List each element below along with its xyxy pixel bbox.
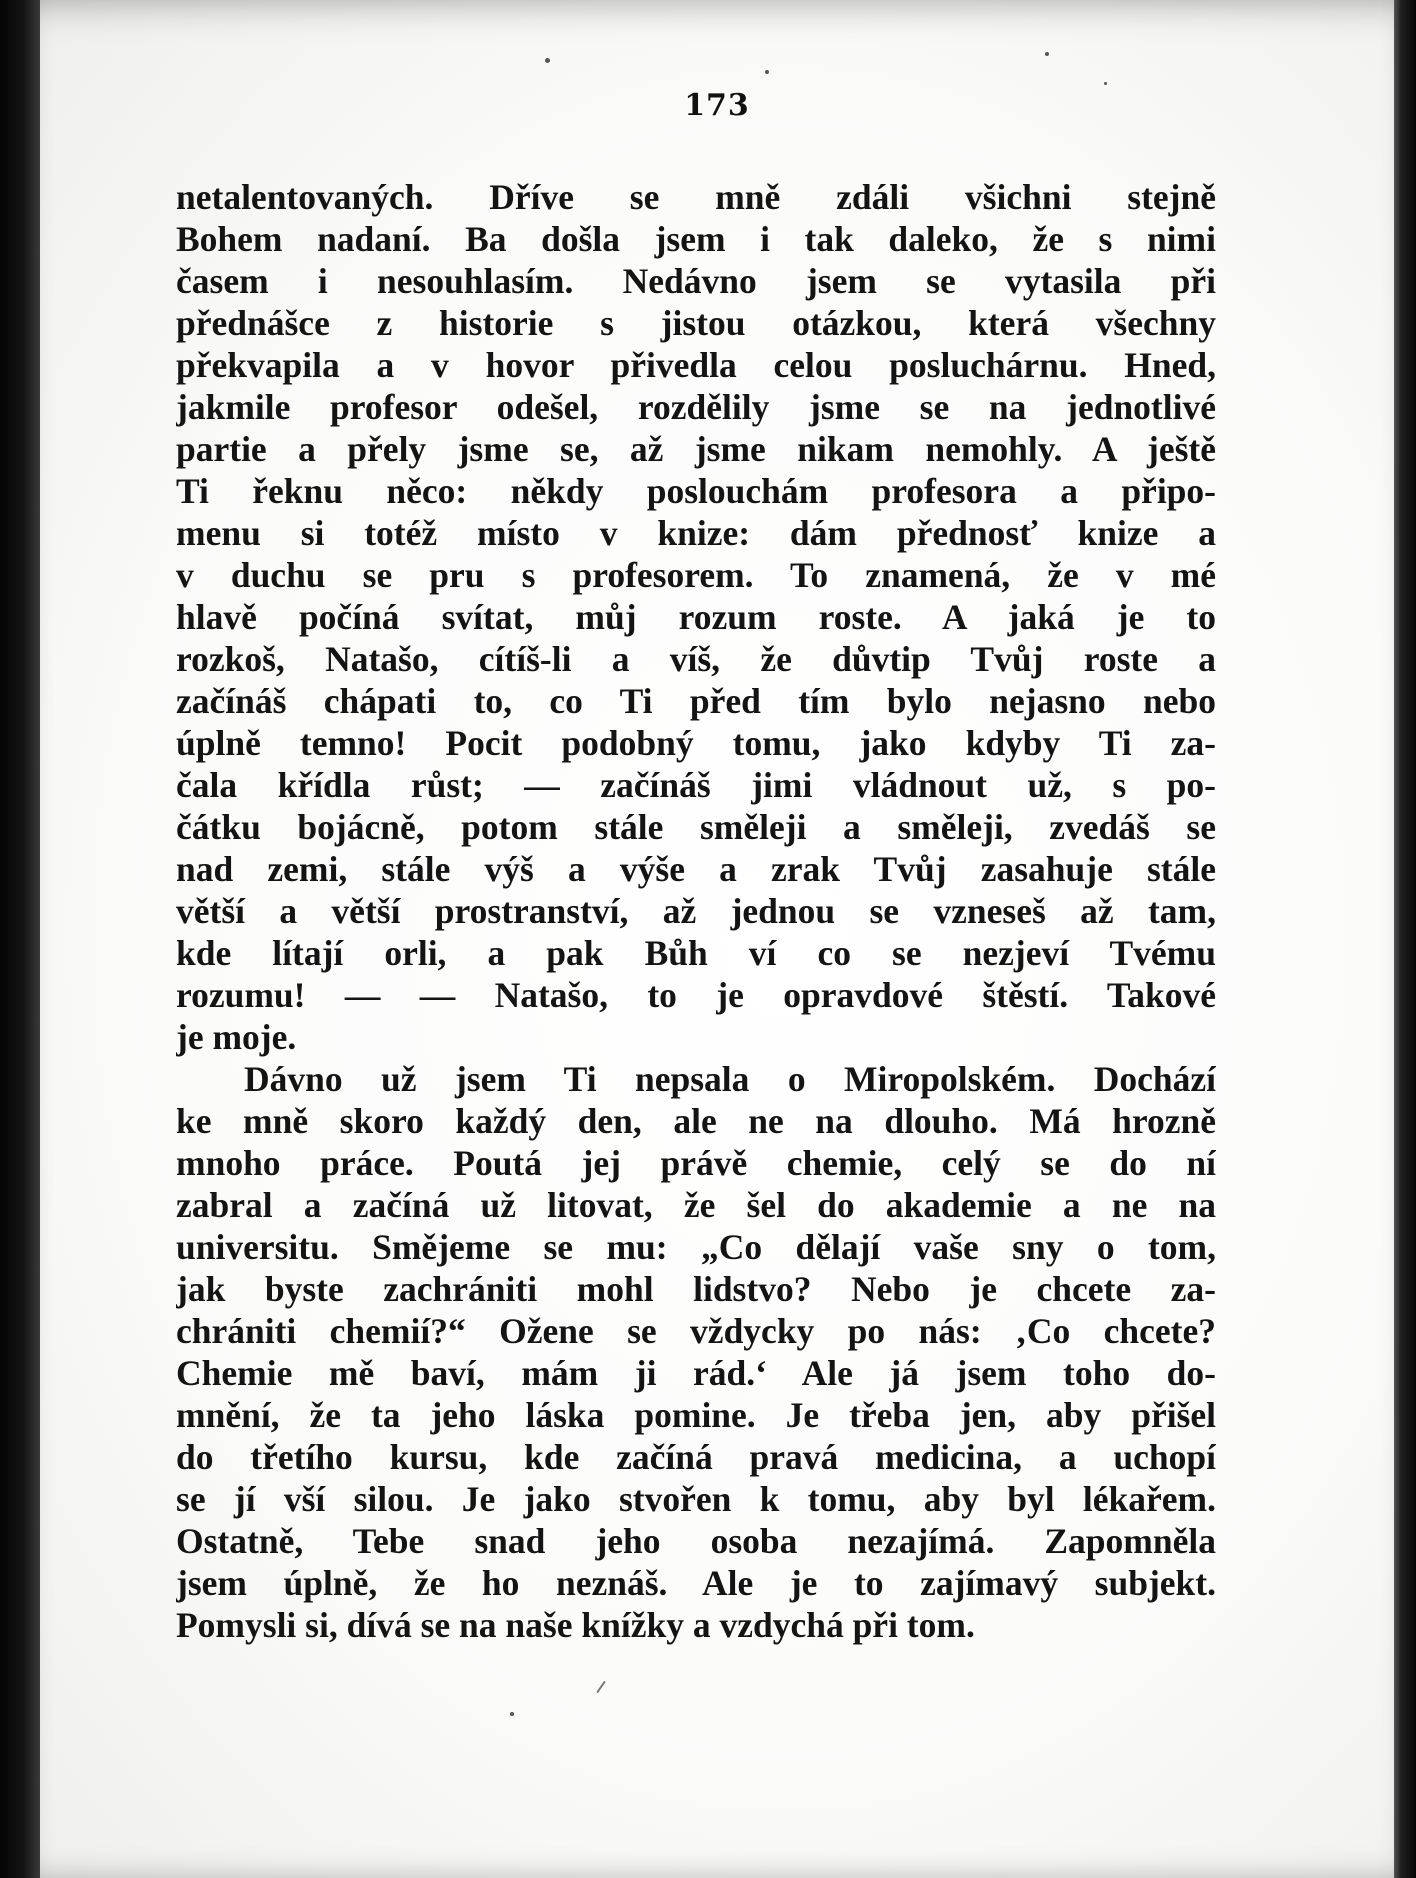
scan-speck xyxy=(545,58,550,63)
text-line: v duchu se pru s profesorem. To znamená, že v mé xyxy=(176,555,1216,595)
text-line: do třetího kursu, kde začíná pravá medicina, a uchopí xyxy=(176,1437,1216,1477)
text-line: rozkoš, Natašo, cítíš-li a víš, že důvtip Tvůj roste a xyxy=(176,639,1216,679)
text-line: Ostatně, Tebe snad jeho osoba nezajímá. Zapomněla xyxy=(176,1521,1216,1561)
text-line: kde lítají orli, a pak Bůh ví co se nezjeví Tvému xyxy=(176,933,1216,973)
text-line: čala křídla růst; — začínáš jimi vládnout už, s po- xyxy=(176,765,1216,805)
text-line: Ti řeknu něco: někdy poslouchám profesora a připo- xyxy=(176,471,1216,511)
text-line: přednášce z historie s jistou otázkou, která všechny xyxy=(176,303,1216,343)
text-line: mnoho práce. Poutá jej právě chemie, celý se do ní xyxy=(176,1143,1216,1183)
text-line: časem i nesouhlasím. Nedávno jsem se vytasila při xyxy=(176,261,1216,301)
text-line: mnění, že ta jeho láska pomine. Je třeba jen, aby přišel xyxy=(176,1395,1216,1435)
text-line: partie a přely jsme se, až jsme nikam nemohly. A ještě xyxy=(176,429,1216,469)
text-line: Dávno už jsem Ti nepsala o Miropolském. Dochází xyxy=(244,1059,1216,1099)
text-line: hlavě počíná svítat, můj rozum roste. A jaká je to xyxy=(176,597,1216,637)
text-line: větší a větší prostranství, až jednou se vzneseš až tam, xyxy=(176,891,1216,931)
text-line: jsem úplně, že ho neznáš. Ale je to zajímavý subjekt. xyxy=(176,1563,1216,1603)
text-line: jakmile profesor odešel, rozdělily jsme se na jednotlivé xyxy=(176,387,1216,427)
scan-speck xyxy=(510,1712,514,1716)
text-line: netalentovaných. Dříve se mně zdáli všichni stejně xyxy=(176,177,1216,217)
text-line: Pomysli si, dívá se na naše knížky a vzdychá při tom. xyxy=(176,1605,975,1645)
text-line: Chemie mě baví, mám ji rád.‘ Ale já jsem toho do- xyxy=(176,1353,1216,1393)
text-line: čátku bojácně, potom stále směleji a směleji, zvedáš se xyxy=(176,807,1216,847)
scan-right-edge xyxy=(1394,0,1416,1878)
text-line: úplně temno! Pocit podobný tomu, jako kdyby Ti za- xyxy=(176,723,1216,763)
text-line: jak byste zachrániti mohl lidstvo? Nebo je chcete za- xyxy=(176,1269,1216,1309)
text-line: překvapila a v hovor přivedla celou posluchárnu. Hned, xyxy=(176,345,1216,385)
scan-left-edge xyxy=(0,0,40,1878)
text-line: menu si totéž místo v knize: dám přednosť knize a xyxy=(176,513,1216,553)
scan-speck xyxy=(596,1681,606,1694)
text-line: se jí vší silou. Je jako stvořen k tomu, aby byl lékařem. xyxy=(176,1479,1216,1519)
text-line: Bohem nadaní. Ba došla jsem i tak daleko, že s nimi xyxy=(176,219,1216,259)
body-text xyxy=(176,176,1216,1646)
text-line: universitu. Smějeme se mu: „Co dělají vaše sny o tom, xyxy=(176,1227,1216,1267)
text-line: ke mně skoro každý den, ale ne na dlouho. Má hrozně xyxy=(176,1101,1216,1141)
scan-speck xyxy=(1045,52,1049,56)
text-line: zabral a začíná už litovat, že šel do akademie a ne na xyxy=(176,1185,1216,1225)
text-line: začínáš chápati to, co Ti před tím bylo nejasno nebo xyxy=(176,681,1216,721)
text-line: nad zemi, stále výš a výše a zrak Tvůj zasahuje stále xyxy=(176,849,1216,889)
text-line: rozumu! — — Natašo, to je opravdové štěstí. Takové xyxy=(176,975,1216,1015)
scan-speck xyxy=(1104,82,1107,85)
page-number: 173 xyxy=(684,88,750,123)
text-line: chrániti chemií?“ Ožene se vždycky po nás: ‚Co chcete? xyxy=(176,1311,1216,1351)
text-line: je moje. xyxy=(176,1017,297,1057)
scan-speck xyxy=(765,70,769,74)
book-page xyxy=(40,0,1394,1878)
